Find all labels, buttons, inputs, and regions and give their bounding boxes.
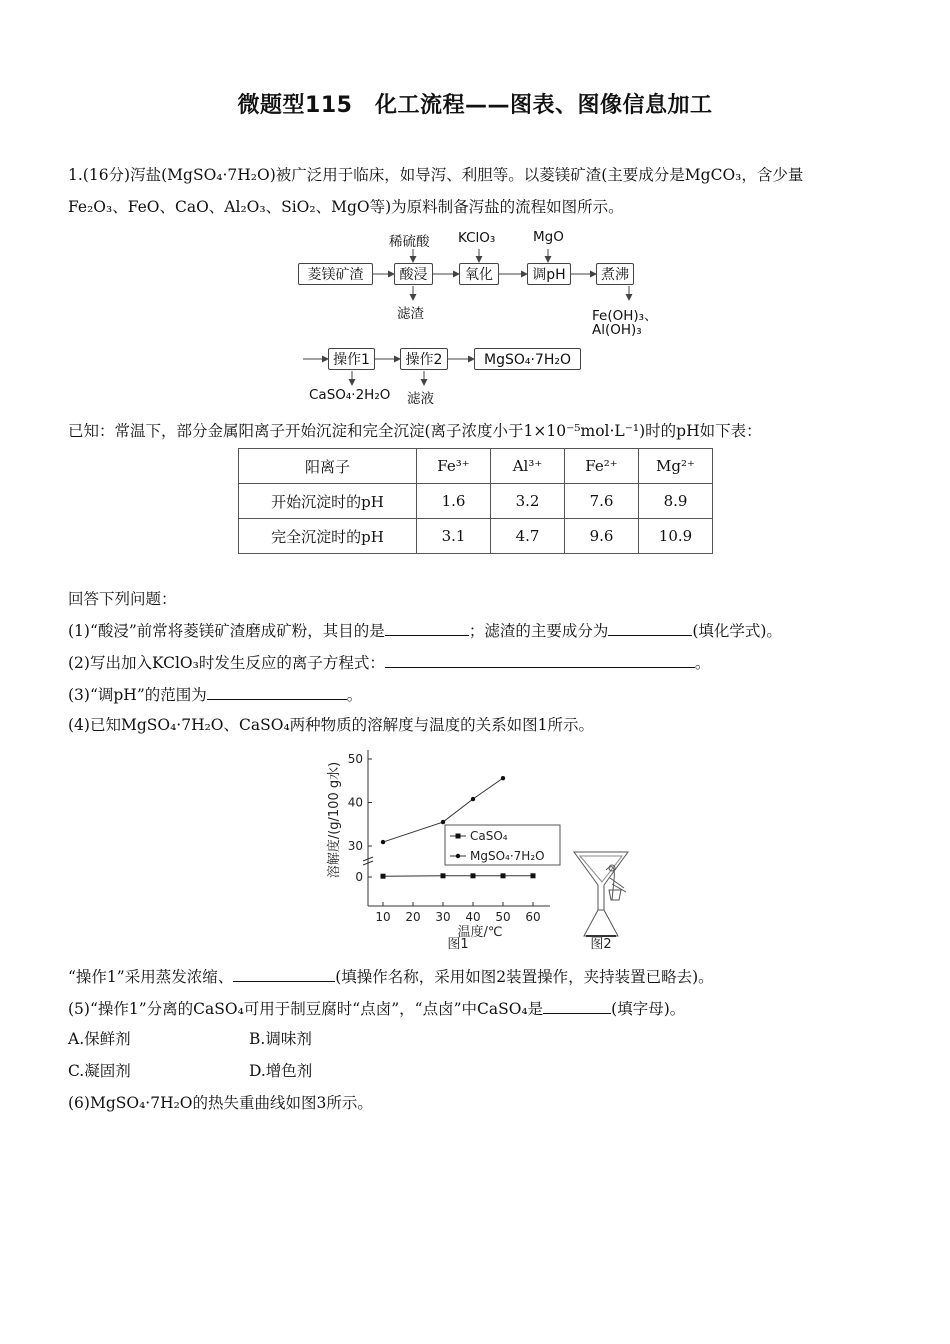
legend-marker bbox=[456, 834, 461, 839]
output-feoh3: Fe(OH)₃、 bbox=[592, 308, 658, 324]
table-cell: 7.6 bbox=[565, 484, 639, 519]
option-c[interactable]: C.凝固剂 bbox=[68, 1062, 131, 1080]
table-cell: 8.9 bbox=[639, 484, 713, 519]
answer-blank[interactable] bbox=[608, 619, 692, 636]
reagent-kclo3: KClO₃ bbox=[458, 230, 496, 246]
question-2: (2)写出加入KClO₃时发生反应的离子方程式： 。 bbox=[68, 651, 710, 673]
x-tick-label: 30 bbox=[435, 910, 451, 924]
flow-box-operation2: 操作2 bbox=[400, 348, 448, 370]
flow-box-raw-material: 菱镁矿渣 bbox=[298, 263, 373, 285]
option-d[interactable]: D.增色剂 bbox=[249, 1062, 313, 1080]
table-row bbox=[239, 484, 713, 519]
reagent-sulfuric-acid: 稀硫酸 bbox=[389, 234, 430, 250]
data-point-dot bbox=[381, 840, 385, 844]
question-3: (3)“调pH”的范围为 。 bbox=[68, 683, 362, 705]
data-point-dot bbox=[501, 776, 505, 780]
option-a[interactable]: A.保鲜剂 bbox=[68, 1030, 131, 1048]
flow-box-boil: 煮沸 bbox=[596, 263, 634, 285]
y-tick-label: 0 bbox=[355, 870, 363, 884]
question-4b: “操作1”采用蒸发浓缩、 (填操作名称，采用如图2装置操作，夹持装置已略去)。 bbox=[68, 965, 714, 987]
question-4: (4)已知MgSO₄·7H₂O、CaSO₄两种物质的溶解度与温度的关系如图1所示。 bbox=[68, 716, 595, 734]
table-cell: 4.7 bbox=[491, 519, 565, 554]
table-cell: 完全沉淀时的pH bbox=[239, 519, 417, 554]
ph-table bbox=[238, 448, 713, 554]
questions-lead: 回答下列问题： bbox=[68, 590, 177, 608]
answer-blank[interactable] bbox=[207, 683, 347, 700]
legend-marker bbox=[456, 854, 460, 858]
output-aloh3: Al(OH)₃ bbox=[592, 322, 642, 338]
x-tick-label: 40 bbox=[465, 910, 481, 924]
answer-blank[interactable] bbox=[543, 997, 611, 1014]
known-info: 已知：常温下，部分金属阳离子开始沉淀和完全沉淀(离子浓度小于1×10⁻⁵mol·L⁻¹)时的pH如下表： bbox=[68, 422, 762, 440]
answer-blank[interactable] bbox=[385, 619, 469, 636]
output-caso4: CaSO₄·2H₂O bbox=[309, 387, 391, 403]
output-filtrate: 滤液 bbox=[407, 391, 434, 407]
legend-label: MgSO₄·7H₂O bbox=[470, 849, 545, 863]
data-point-square bbox=[531, 873, 536, 878]
figure-caption: 图2 bbox=[590, 937, 612, 952]
option-b[interactable]: B.调味剂 bbox=[249, 1030, 312, 1048]
y-tick-label: 40 bbox=[347, 795, 363, 810]
table-cell: 10.9 bbox=[639, 519, 713, 554]
table-row bbox=[239, 519, 713, 554]
data-point-square bbox=[501, 873, 506, 878]
table-header: 阳离子 bbox=[239, 449, 417, 484]
reagent-mgo: MgO bbox=[533, 229, 564, 245]
table-header: Al³⁺ bbox=[491, 449, 565, 484]
answer-blank[interactable] bbox=[233, 965, 335, 982]
y-axis-label: 溶解度/(g/100 g水) bbox=[327, 761, 342, 879]
table-cell: 3.2 bbox=[491, 484, 565, 519]
legend-label: CaSO₄ bbox=[470, 829, 508, 843]
solubility-chart bbox=[0, 740, 950, 960]
x-tick-label: 60 bbox=[525, 910, 541, 924]
table-header: Fe²⁺ bbox=[565, 449, 639, 484]
figure-caption: 图1 bbox=[447, 937, 469, 952]
flow-box-adjust-ph: 调pH bbox=[527, 263, 571, 285]
table-cell: 1.6 bbox=[417, 484, 491, 519]
data-point-dot bbox=[441, 820, 445, 824]
flow-box-product: MgSO₄·7H₂O bbox=[474, 348, 581, 370]
x-tick-label: 50 bbox=[495, 910, 511, 924]
output-residue: 滤渣 bbox=[397, 306, 424, 322]
question-5: (5)“操作1”分离的CaSO₄可用于制豆腐时“点卤”，“点卤”中CaSO₄是 (填字母)。 bbox=[68, 997, 685, 1019]
x-tick-label: 10 bbox=[375, 910, 391, 924]
data-point-square bbox=[381, 874, 386, 879]
x-tick-label: 20 bbox=[405, 910, 421, 924]
question-6: (6)MgSO₄·7H₂O的热失重曲线如图3所示。 bbox=[68, 1094, 373, 1112]
q1-intro-line1: 1.(16分)泻盐(MgSO₄·7H₂O)被广泛用于临床，如导泻、利胆等。以菱镁矿渣(主要成分是MgCO₃，含少量 bbox=[68, 166, 804, 184]
data-point-square bbox=[441, 873, 446, 878]
funnel-apparatus-illustration bbox=[574, 852, 628, 936]
flow-box-acid-leach: 酸浸 bbox=[394, 263, 433, 285]
data-point-square bbox=[471, 873, 476, 878]
table-cell: 开始沉淀时的pH bbox=[239, 484, 417, 519]
x-axis-label: 温度/℃ bbox=[457, 925, 503, 940]
table-cell: 9.6 bbox=[565, 519, 639, 554]
table-cell: 3.1 bbox=[417, 519, 491, 554]
page-title: 微题型115 化工流程——图表、图像信息加工 bbox=[237, 93, 713, 118]
question-1: (1)“酸浸”前常将菱镁矿渣磨成矿粉，其目的是 ；滤渣的主要成分为 (填化学式)。 bbox=[68, 619, 782, 641]
data-point-dot bbox=[471, 797, 475, 801]
table-header: Fe³⁺ bbox=[417, 449, 491, 484]
table-header-row bbox=[239, 449, 713, 484]
q1-intro-line2: Fe₂O₃、FeO、CaO、Al₂O₃、SiO₂、MgO等)为原料制备泻盐的流程如图所示。 bbox=[68, 198, 624, 216]
y-tick-label: 50 bbox=[347, 752, 363, 766]
flow-box-operation1: 操作1 bbox=[328, 348, 375, 370]
y-tick-label: 30 bbox=[347, 839, 363, 853]
table-header: Mg²⁺ bbox=[639, 449, 713, 484]
flow-box-oxidation: 氧化 bbox=[459, 263, 499, 285]
answer-blank[interactable] bbox=[385, 651, 695, 668]
